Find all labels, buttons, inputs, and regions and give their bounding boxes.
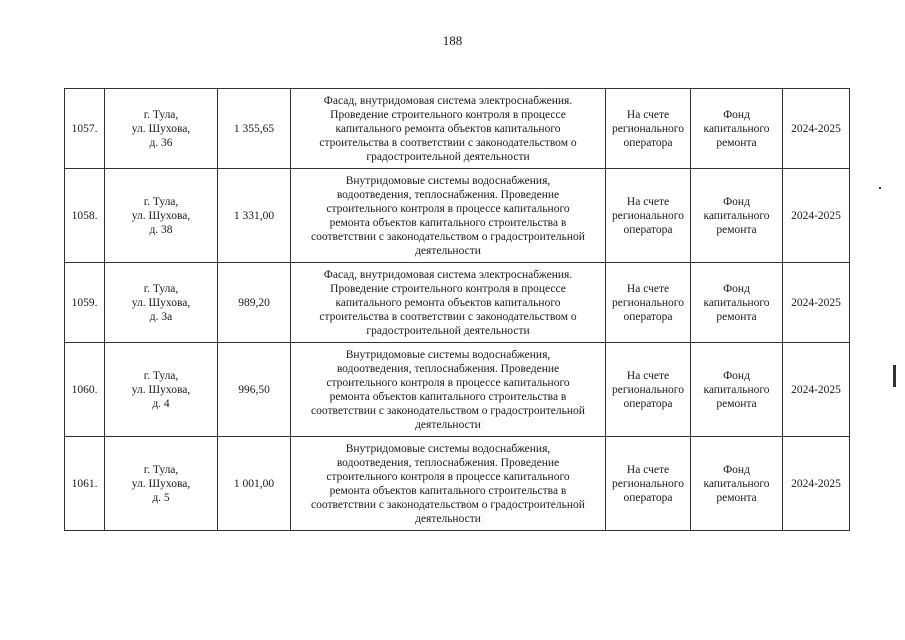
row-number: 1060.: [65, 343, 105, 437]
funding-source-cell-line: ремонта: [716, 310, 757, 323]
work-description-cell-line: соответствии с законодательством о градостроительной: [311, 404, 585, 417]
work-description-cell-line: градостроительной деятельности: [366, 324, 530, 337]
work-description-cell-line: Внутридомовые системы водоснабжения,: [345, 174, 551, 187]
funding-source-cell-line: капитального: [703, 122, 770, 135]
funding-source-cell-line: капитального: [703, 383, 770, 396]
funding-source-cell-line: ремонта: [716, 397, 757, 410]
table-row: [65, 343, 850, 437]
account-owner-cell-line: оператора: [623, 136, 673, 149]
work-description-cell-line: Внутридомовые системы водоснабжения,: [345, 442, 551, 455]
work-description-cell: [291, 169, 606, 263]
work-description-cell-line: деятельности: [415, 418, 481, 431]
work-description-cell-line: водоотведения, теплоснабжения. Проведение: [336, 362, 560, 375]
funding-source-cell-line: капитального: [703, 209, 770, 222]
table-row: [65, 263, 850, 343]
address-cell-line: г. Тула,: [143, 108, 179, 121]
address-cell-line: ул. Шухова,: [131, 122, 191, 135]
funding-source-cell-line: ремонта: [716, 491, 757, 504]
work-description-cell-line: ремонта объектов капитального строительства в: [329, 216, 567, 229]
work-description-cell-line: строительства в соответствии с законодательством о: [319, 136, 577, 149]
address-cell-line: д. 3а: [149, 310, 173, 323]
address-cell-line: ул. Шухова,: [131, 383, 191, 396]
account-owner-cell-line: На счете: [626, 282, 670, 295]
account-owner-cell-line: На счете: [626, 108, 670, 121]
area-cell: 996,50: [218, 343, 291, 437]
account-owner-cell-line: На счете: [626, 195, 670, 208]
work-description-cell: [291, 89, 606, 169]
row-number: 1057.: [65, 89, 105, 169]
account-owner-cell-line: На счете: [626, 463, 670, 476]
work-description-cell-line: ремонта объектов капитального строительства в: [329, 390, 567, 403]
work-description-cell-line: строительного контроля в процессе капитального: [326, 202, 570, 215]
scan-speck: [879, 187, 881, 189]
account-owner-cell: [606, 169, 691, 263]
area-cell: 989,20: [218, 263, 291, 343]
account-owner-cell-line: оператора: [623, 310, 673, 323]
work-description-cell-line: Проведение строительного контроля в процессе: [330, 108, 566, 121]
work-description-cell-line: соответствии с законодательством о градостроительной: [311, 230, 585, 243]
funding-source-cell-line: Фонд: [723, 369, 750, 382]
work-description-cell-line: Внутридомовые системы водоснабжения,: [345, 348, 551, 361]
address-cell-line: ул. Шухова,: [131, 209, 191, 222]
work-description-cell: [291, 263, 606, 343]
funding-source-cell: [691, 169, 783, 263]
period-cell: 2024-2025: [783, 437, 850, 531]
funding-source-cell: [691, 343, 783, 437]
address-cell-line: ул. Шухова,: [131, 296, 191, 309]
work-description-cell-line: деятельности: [415, 512, 481, 525]
address-cell-line: г. Тула,: [143, 282, 179, 295]
repair-schedule-table: [64, 88, 850, 531]
funding-source-cell-line: ремонта: [716, 223, 757, 236]
scan-mark: [893, 365, 896, 387]
work-description-cell-line: деятельности: [415, 244, 481, 257]
address-cell: [105, 343, 218, 437]
period-cell: 2024-2025: [783, 343, 850, 437]
work-description-cell-line: водоотведения, теплоснабжения. Проведение: [336, 188, 560, 201]
address-cell: [105, 89, 218, 169]
work-description-cell-line: градостроительной деятельности: [366, 150, 530, 163]
period-cell: 2024-2025: [783, 263, 850, 343]
row-number: 1059.: [65, 263, 105, 343]
account-owner-cell-line: регионального: [612, 122, 684, 135]
address-cell-line: ул. Шухова,: [131, 477, 191, 490]
row-number: 1061.: [65, 437, 105, 531]
address-cell: [105, 437, 218, 531]
account-owner-cell-line: оператора: [623, 223, 673, 236]
work-description-cell-line: строительного контроля в процессе капитального: [326, 376, 570, 389]
account-owner-cell-line: На счете: [626, 369, 670, 382]
funding-source-cell: [691, 89, 783, 169]
period-cell: 2024-2025: [783, 89, 850, 169]
account-owner-cell-line: регионального: [612, 209, 684, 222]
account-owner-cell: [606, 437, 691, 531]
work-description-cell-line: Фасад, внутридомовая система электроснабжения.: [323, 94, 573, 107]
address-cell-line: г. Тула,: [143, 369, 179, 382]
account-owner-cell-line: оператора: [623, 397, 673, 410]
account-owner-cell-line: оператора: [623, 491, 673, 504]
funding-source-cell-line: капитального: [703, 296, 770, 309]
work-description-cell-line: соответствии с законодательством о градостроительной: [311, 498, 585, 511]
account-owner-cell-line: регионального: [612, 383, 684, 396]
account-owner-cell: [606, 343, 691, 437]
table-row: [65, 89, 850, 169]
work-description-cell-line: капитального ремонта объектов капитального: [335, 296, 561, 309]
work-description-cell-line: капитального ремонта объектов капитального: [335, 122, 561, 135]
address-cell-line: г. Тула,: [143, 463, 179, 476]
work-description-cell-line: строительства в соответствии с законодательством о: [319, 310, 577, 323]
period-cell: 2024-2025: [783, 169, 850, 263]
work-description-cell-line: водоотведения, теплоснабжения. Проведение: [336, 456, 560, 469]
address-cell-line: д. 5: [152, 491, 170, 504]
funding-source-cell-line: ремонта: [716, 136, 757, 149]
account-owner-cell: [606, 89, 691, 169]
address-cell-line: д. 38: [149, 223, 173, 236]
work-description-cell-line: Фасад, внутридомовая система электроснабжения.: [323, 268, 573, 281]
funding-source-cell: [691, 437, 783, 531]
work-description-cell: [291, 343, 606, 437]
table-row: [65, 169, 850, 263]
address-cell-line: д. 36: [149, 136, 173, 149]
work-description-cell-line: строительного контроля в процессе капитального: [326, 470, 570, 483]
table-row: [65, 437, 850, 531]
funding-source-cell: [691, 263, 783, 343]
address-cell-line: г. Тула,: [143, 195, 179, 208]
funding-source-cell-line: Фонд: [723, 195, 750, 208]
area-cell: 1 331,00: [218, 169, 291, 263]
funding-source-cell-line: Фонд: [723, 463, 750, 476]
account-owner-cell-line: регионального: [612, 296, 684, 309]
work-description-cell-line: Проведение строительного контроля в процессе: [330, 282, 566, 295]
account-owner-cell: [606, 263, 691, 343]
row-number: 1058.: [65, 169, 105, 263]
funding-source-cell-line: Фонд: [723, 108, 750, 121]
page-number: 188: [442, 33, 463, 48]
work-description-cell: [291, 437, 606, 531]
address-cell: [105, 263, 218, 343]
funding-source-cell-line: капитального: [703, 477, 770, 490]
area-cell: 1 355,65: [218, 89, 291, 169]
account-owner-cell-line: регионального: [612, 477, 684, 490]
address-cell-line: д. 4: [152, 397, 170, 410]
work-description-cell-line: ремонта объектов капитального строительства в: [329, 484, 567, 497]
funding-source-cell-line: Фонд: [723, 282, 750, 295]
address-cell: [105, 169, 218, 263]
area-cell: 1 001,00: [218, 437, 291, 531]
